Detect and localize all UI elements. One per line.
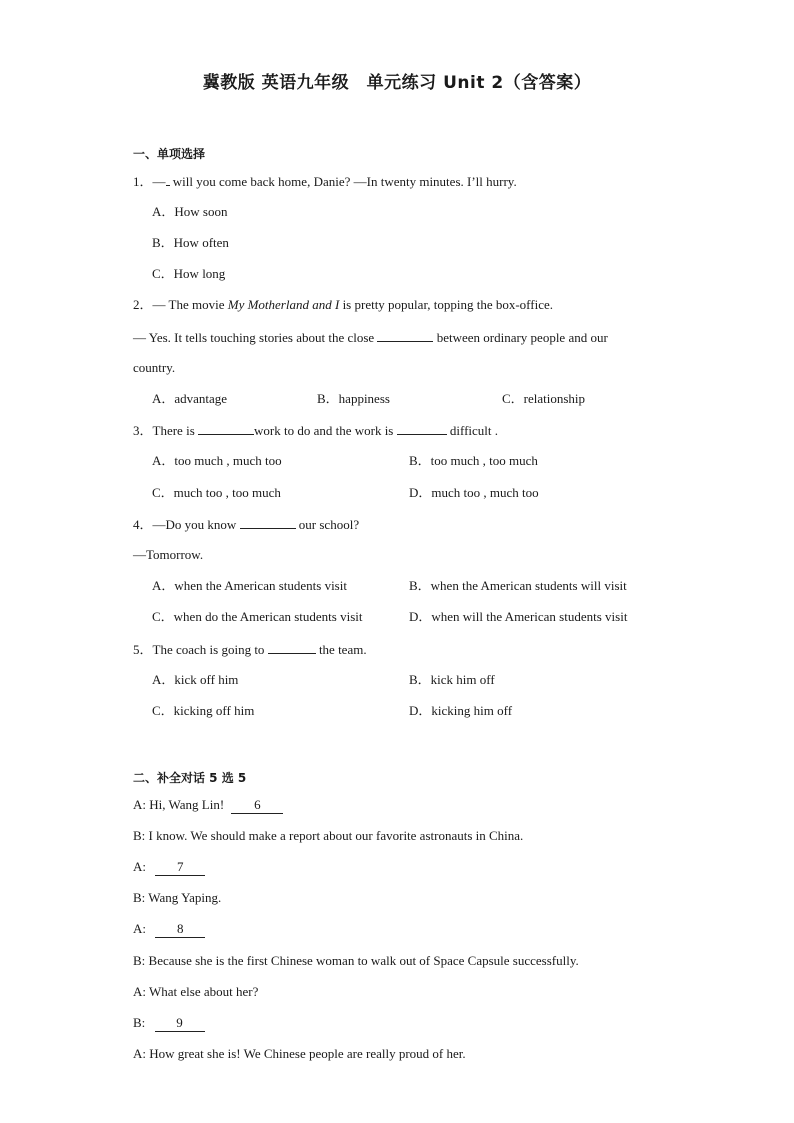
dialogue-text: A: bbox=[133, 859, 150, 874]
section-heading-2: 二、补全对话 5 选 5 bbox=[133, 771, 247, 785]
question-5 bbox=[133, 641, 367, 658]
dialogue-text: A: Hi, Wang Lin! bbox=[133, 797, 228, 812]
option-c: C．much too , too much bbox=[152, 485, 281, 500]
dialogue-line: A: How great she is! We Chinese people are really proud of her. bbox=[133, 1046, 466, 1061]
dialogue-line: B: I know. We should make a report about our favorite astronauts in China. bbox=[133, 828, 524, 843]
dialogue-text: B: bbox=[133, 1015, 149, 1030]
question-text: will you come back home, Danie? —In twenty minutes. I’ll hurry. bbox=[169, 174, 517, 189]
option-a: A．How soon bbox=[152, 204, 228, 219]
dialogue-line: B: Wang Yaping. bbox=[133, 890, 222, 905]
answer-blank bbox=[198, 422, 254, 435]
question-number: 3． bbox=[133, 423, 153, 438]
question-text: our school? bbox=[295, 517, 360, 532]
option-c: C．kicking off him bbox=[152, 703, 255, 718]
dialogue-line bbox=[133, 921, 205, 938]
question-2-line-2 bbox=[133, 329, 608, 346]
option-a: A．when the American students visit bbox=[152, 578, 347, 593]
dialogue-blank-9: 9 bbox=[155, 1015, 205, 1032]
answer-blank bbox=[240, 516, 296, 529]
option-a: A．too much , much too bbox=[152, 453, 282, 468]
option-c: C．relationship bbox=[502, 391, 586, 406]
option-d: D．much too , much too bbox=[409, 485, 539, 500]
question-4 bbox=[133, 516, 359, 533]
option-c: C．How long bbox=[152, 266, 226, 281]
option-b: B．happiness bbox=[317, 391, 390, 406]
section-heading-1: 一、单项选择 bbox=[133, 147, 206, 161]
dialogue-blank-8: 8 bbox=[155, 921, 205, 938]
option-b: B．kick him off bbox=[409, 672, 495, 687]
question-text: work to do and the work is bbox=[254, 423, 397, 438]
answer-blank bbox=[397, 422, 447, 435]
dialogue-line bbox=[133, 859, 205, 876]
question-text: There is bbox=[152, 423, 198, 438]
option-b: B．when the American students will visit bbox=[409, 578, 627, 593]
question-text: The coach is going to bbox=[152, 642, 268, 657]
question-text: the team. bbox=[315, 642, 367, 657]
question-1 bbox=[133, 173, 517, 190]
dialogue-line bbox=[133, 1015, 205, 1032]
option-c: C．when do the American students visit bbox=[152, 609, 363, 624]
dialogue-line: B: Because she is the first Chinese woman to walk out of Space Capsule successfully. bbox=[133, 953, 579, 968]
question-number: 4． bbox=[133, 517, 153, 532]
movie-title: My Motherland and I bbox=[227, 297, 340, 312]
dialogue-text: A: bbox=[133, 921, 150, 936]
question-text: between ordinary people and our bbox=[433, 330, 608, 345]
question-2 bbox=[133, 297, 553, 313]
question-number: 5． bbox=[133, 642, 153, 657]
question-text: is pretty popular, topping the box-office. bbox=[339, 297, 554, 312]
question-number: 1． bbox=[133, 174, 153, 189]
dialogue-blank-6: 6 bbox=[231, 797, 283, 814]
answer-blank bbox=[268, 641, 316, 654]
option-d: D．when will the American students visit bbox=[409, 609, 628, 624]
dialogue-line: A: What else about her? bbox=[133, 984, 259, 999]
option-d: D．kicking him off bbox=[409, 703, 513, 718]
question-text: difficult . bbox=[446, 423, 499, 438]
question-text: —Do you know bbox=[152, 517, 240, 532]
question-prefix: — bbox=[152, 174, 166, 189]
page-title: 冀教版 英语九年级 单元练习 Unit 2（含答案） bbox=[202, 73, 592, 93]
option-a: A．advantage bbox=[152, 391, 228, 406]
question-4-answer-line: —Tomorrow. bbox=[133, 547, 204, 562]
option-b: B．How often bbox=[152, 235, 229, 250]
option-a: A．kick off him bbox=[152, 672, 239, 687]
question-3 bbox=[133, 422, 498, 439]
question-2-line-3: country. bbox=[133, 360, 176, 375]
dialogue-blank-7: 7 bbox=[155, 859, 205, 876]
question-text: — Yes. It tells touching stories about the close bbox=[133, 330, 378, 345]
answer-blank bbox=[377, 329, 433, 342]
dialogue-line bbox=[133, 797, 283, 814]
option-b: B．too much , too much bbox=[409, 453, 538, 468]
question-text: — The movie bbox=[152, 297, 228, 312]
question-number: 2． bbox=[133, 297, 153, 312]
